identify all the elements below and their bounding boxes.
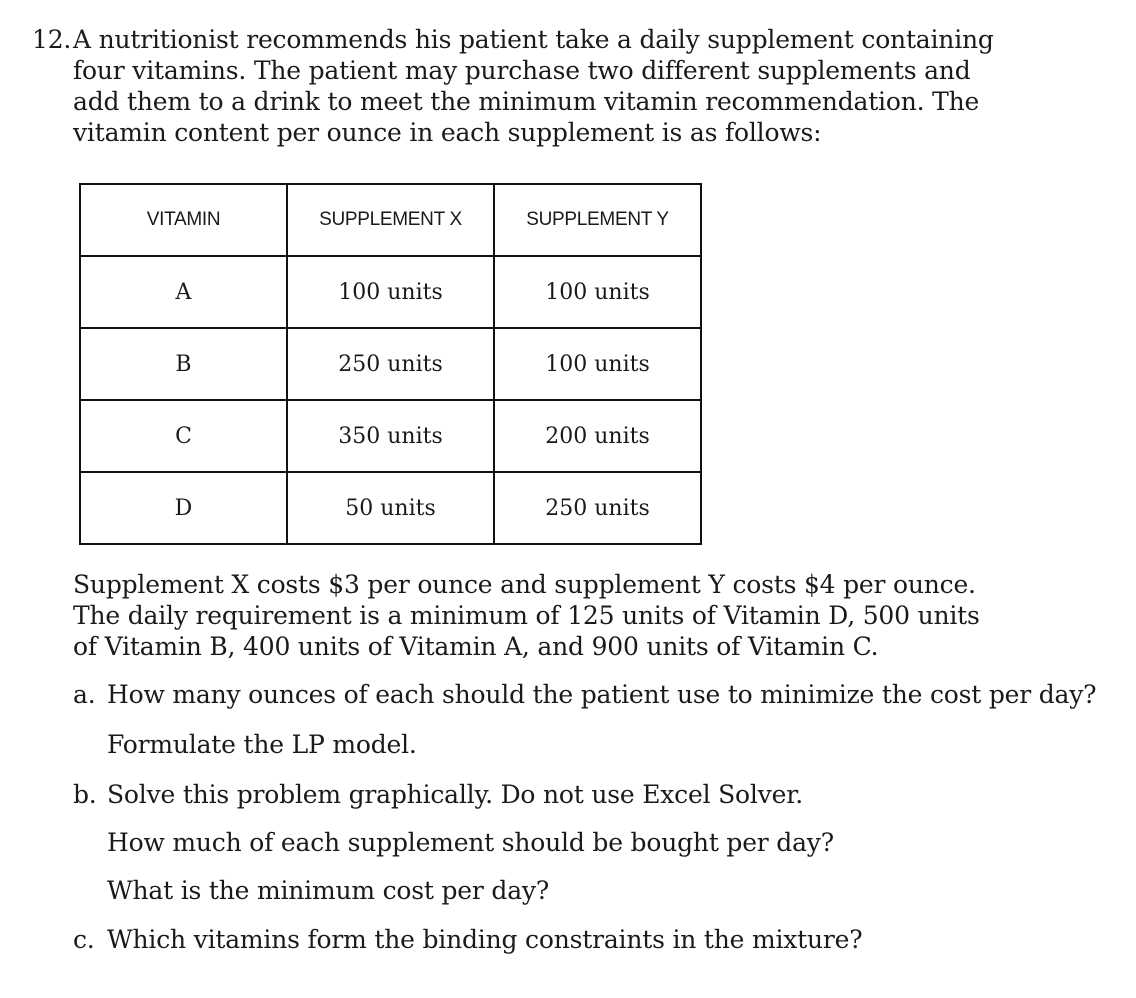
cell-supplement-y: 100 units: [494, 328, 701, 400]
header-vitamin: VITAMIN: [80, 184, 287, 256]
table-header-row: [80, 184, 701, 256]
vitamin-table: [79, 183, 702, 545]
question-c-text: Which vitamins form the binding constraints in the mixture?: [107, 925, 863, 954]
costs-paragraph: Supplement X costs $3 per ounce and supplement Y costs $4 per ounce. The daily requirement is a minimum of 125 units of Vitamin D, 500 units of Vitamin B, 400 units of Vitamin A, and 900 units of Vitamin C.: [73, 570, 980, 661]
cell-supplement-x: 350 units: [287, 400, 494, 472]
problem-12: [32, 24, 1012, 148]
question-c: [73, 925, 862, 954]
question-a: [73, 680, 1096, 709]
header-supplement-x: SUPPLEMENT X: [287, 184, 494, 256]
question-a-label: a.: [73, 680, 96, 709]
cell-vitamin: D: [80, 472, 287, 544]
problem-intro: [32, 24, 1012, 148]
question-b-line-2: How much of each supplement should be bought per day?: [107, 828, 834, 857]
cell-supplement-x: 100 units: [287, 256, 494, 328]
table-row: [80, 400, 701, 472]
cell-supplement-x: 250 units: [287, 328, 494, 400]
cell-vitamin: C: [80, 400, 287, 472]
question-c-label: c.: [73, 925, 95, 954]
table-row: [80, 256, 701, 328]
table-row: [80, 328, 701, 400]
cell-vitamin: B: [80, 328, 287, 400]
question-a-line-2: Formulate the LP model.: [107, 730, 417, 759]
problem-number: 12.: [32, 25, 72, 54]
cell-supplement-y: 200 units: [494, 400, 701, 472]
table-row: [80, 472, 701, 544]
question-b-line-3: What is the minimum cost per day?: [107, 876, 550, 905]
cell-supplement-y: 100 units: [494, 256, 701, 328]
cell-supplement-y: 250 units: [494, 472, 701, 544]
question-a-text: How many ounces of each should the patient use to minimize the cost per day?: [107, 680, 1097, 709]
header-supplement-y: SUPPLEMENT Y: [494, 184, 701, 256]
cell-vitamin: A: [80, 256, 287, 328]
question-b-text: Solve this problem graphically. Do not use Excel Solver.: [107, 780, 803, 809]
question-b: [73, 780, 803, 809]
problem-intro-text: A nutritionist recommends his patient take a daily supplement containing four vitamins. The patient may purchase two different supplements and add them to a drink to meet the minimum vitamin recommendation. The vitamin content per ounce in each supplement is as follows:: [73, 25, 994, 147]
question-b-label: b.: [73, 780, 97, 809]
cell-supplement-x: 50 units: [287, 472, 494, 544]
